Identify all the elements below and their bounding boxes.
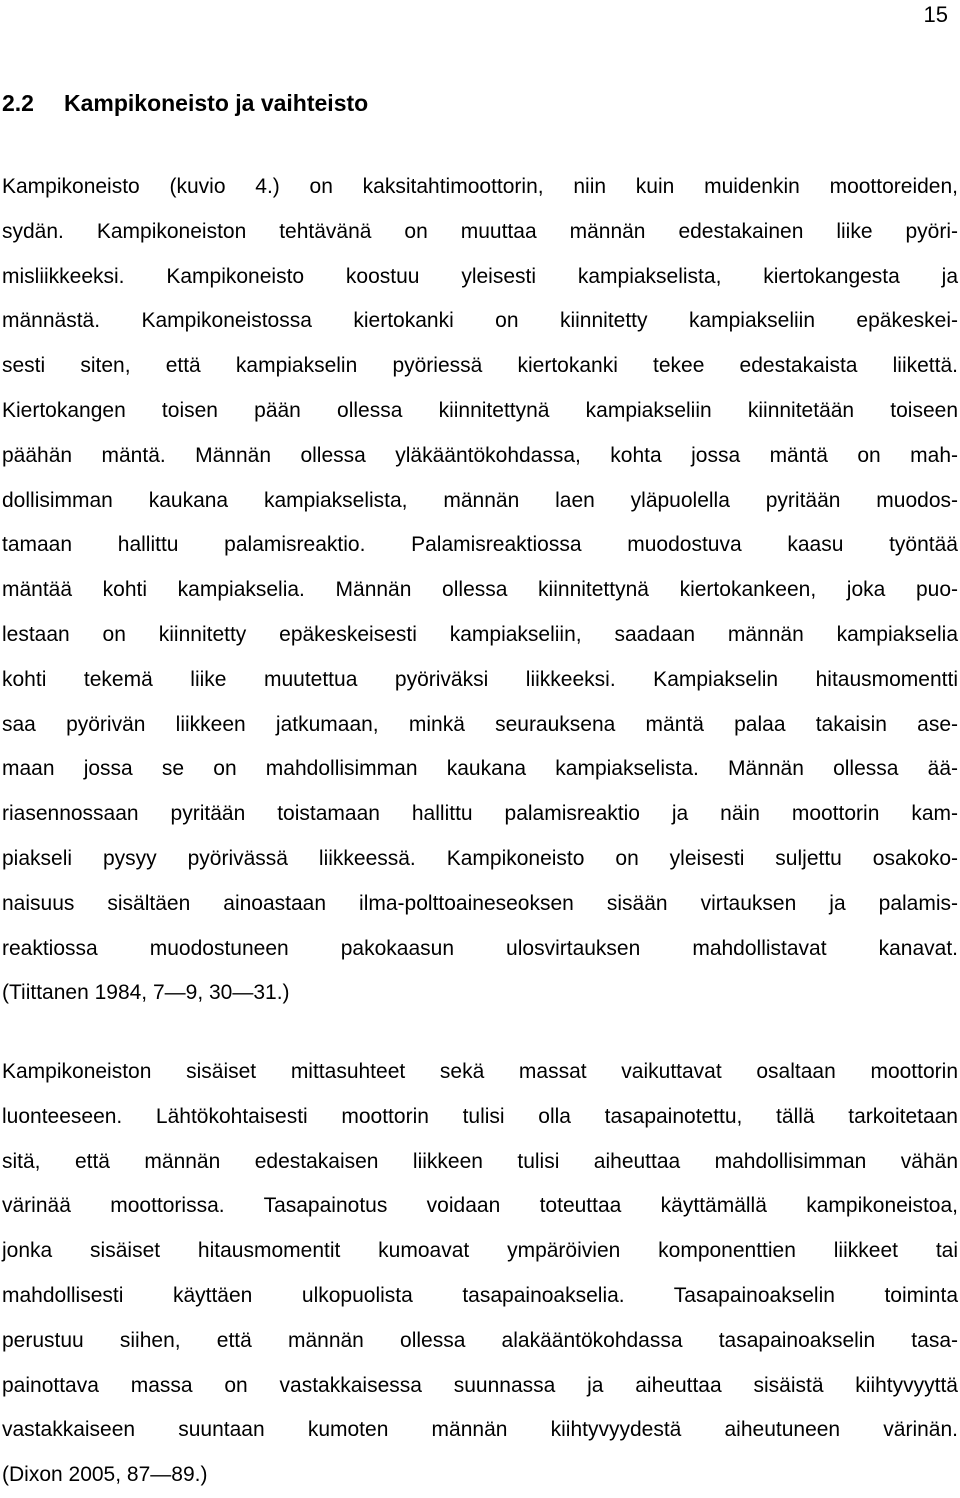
text-line: saa pyörivän liikkeen jatkumaan, minkä seurauksena mäntä palaa takaisin ase- [2, 712, 958, 736]
text-line: naisuus sisältäen ainoastaan ilma-polttoaineseoksen sisään virtauksen ja palamis- [2, 891, 958, 915]
text-line: jonka sisäiset hitausmomentit kumoavat ympäröivien komponenttien liikkeet tai [2, 1239, 958, 1263]
text-line: reaktiossa muodostuneen pakokaasun ulosvirtauksen mahdollistavat kanavat. [2, 936, 958, 960]
text-line: dollisimman kaukana kampiakselista, männän laen yläpuolella pyritään muodos- [2, 488, 958, 512]
text-line: riasennossaan pyritään toistamaan hallittu palamisreaktio ja näin moottorin kam- [2, 802, 958, 826]
text-line: lestaan on kiinnitetty epäkeskeisesti kampiakseliin, saadaan männän kampiakselia [2, 622, 958, 646]
text-line: sesti siten, että kampiakselin pyöriessä kiertokanki tekee edestakaista liikettä. [2, 354, 958, 378]
text-line: painottava massa on vastakkaisessa suunnassa ja aiheuttaa sisäistä kiihtyvyyttä [2, 1373, 958, 1397]
text-line: misliikkeeksi. Kampikoneisto koostuu yleisesti kampiakselista, kiertokangesta ja [2, 264, 958, 288]
text-line: maan jossa se on mahdollisimman kaukana kampiakselista. Männän ollessa ää- [2, 757, 958, 781]
section-title: Kampikoneisto ja vaihteisto [64, 90, 369, 116]
text-line: männästä. Kampikoneistossa kiertokanki on kiinnitetty kampiakseliin epäkeskei- [2, 309, 958, 333]
text-line: Kiertokangen toisen pään ollessa kiinnitettynä kampiakseliin kiinnitetään toiseen [2, 398, 958, 422]
text-line: värinää moottorissa. Tasapainotus voidaan toteuttaa käyttämällä kampikoneistoa, [2, 1194, 958, 1218]
text-line: Kampikoneisto (kuvio 4.) on kaksitahtimoottorin, niin kuin muidenkin moottoreiden, [2, 175, 958, 198]
section-heading [2, 88, 368, 118]
text-line: mäntää kohti kampiakselia. Männän ollessa kiinnitettynä kiertokankeen, joka puo- [2, 578, 958, 602]
paragraph-2 [2, 1050, 958, 1498]
text-line: perustuu siihen, että männän ollessa alakääntökohdassa tasapainoakselin tasa- [2, 1328, 958, 1352]
text-line: piakseli pysyy pyörivässä liikkeessä. Kampikoneisto on yleisesti suljettu osakoko- [2, 846, 958, 870]
text-line: vastakkaiseen suuntaan kumoten männän kiihtyvyydestä aiheutuneen värinän. [2, 1418, 958, 1442]
paragraph-1 [2, 165, 958, 1016]
text-line: päähän mäntä. Männän ollessa yläkääntökohdassa, kohta jossa mäntä on mah- [2, 443, 958, 467]
text-line: sydän. Kampikoneiston tehtävänä on muuttaa männän edestakainen liike pyöri- [2, 219, 958, 243]
citation-line: (Tiittanen 1984, 7—9, 30—31.) [2, 981, 290, 1005]
page-number: 15 [923, 2, 948, 27]
text-line: sitä, että männän edestakaisen liikkeen tulisi aiheuttaa mahdollisimman vähän [2, 1149, 958, 1173]
text-line: luonteeseen. Lähtökohtaisesti moottorin tulisi olla tasapainotettu, tällä tarkoitetaan [2, 1104, 958, 1128]
text-line: kohti tekemä liike muutettua pyöriväksi liikkeeksi. Kampiakselin hitausmomentti [2, 667, 958, 691]
section-number: 2.2 [2, 90, 34, 116]
text-line: tamaan hallittu palamisreaktio. Palamisreaktiossa muodostuva kaasu työntää [2, 533, 958, 557]
text-line: mahdollisesti käyttäen ulkopuolista tasapainoakselia. Tasapainoakselin toiminta [2, 1283, 958, 1307]
citation-line: (Dixon 2005, 87—89.) [2, 1463, 208, 1487]
text-line: Kampikoneiston sisäiset mittasuhteet sekä massat vaikuttavat osaltaan moottorin [2, 1060, 958, 1083]
